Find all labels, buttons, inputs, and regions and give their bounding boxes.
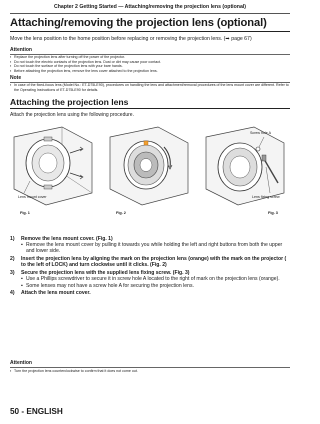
fig2-illustration <box>106 123 194 209</box>
step-sub-item: ▪ Some lenses may not have a screw hole A for securing the projection lens. <box>21 283 290 289</box>
attention-list <box>10 55 290 73</box>
attention-item: ▪ Before attaching the projection lens, remove the lens cover attached to the projection lens. <box>10 69 290 74</box>
step-4 <box>10 290 290 296</box>
screw-hole-callout: Screw hole A <box>250 131 271 135</box>
section-title: Attaching the projection lens <box>10 97 129 107</box>
lens-fixing-screw-callout: Lens fixing screw <box>252 195 280 199</box>
note-item: ▪ In case of the fixed-focus lens (Model No.: ET-D75LE90), procedures on handling the lens and attachment/removal procedures of the lens mount cover are different. Refer to the Operating Instructions of ET-D75LE90 for details. <box>10 83 290 92</box>
procedure-steps <box>10 236 290 298</box>
intro-text: Move the lens position to the home position before replacing or removing the projection lens. (➡ page 67) <box>10 36 252 42</box>
step-3 <box>10 270 290 289</box>
attention-heading: Attention <box>10 47 290 55</box>
chapter-header: Chapter 2 Getting Started — Attaching/removing the projection lens (optional) <box>10 4 290 14</box>
fig3-label: Fig. 3 <box>268 211 278 215</box>
section-rule <box>10 108 290 109</box>
step-number: 1) <box>10 236 15 242</box>
section-intro: Attach the projection lens using the following procedure. <box>10 112 134 118</box>
step-text: Secure the projection lens with the supplied lens fixing screw. (Fig. 3) <box>21 270 190 277</box>
figures <box>10 123 290 223</box>
step-number: 3) <box>10 270 15 277</box>
attention-heading-2: Attention <box>10 360 290 368</box>
step-sub-item: ▪ Use a Phillips screwdriver to secure it in screw hole A located to the right of mark on the projection lens (orange). <box>21 276 290 282</box>
attention-item: ▪ Do not touch the surface of the projection lens with your bare hands. <box>10 64 290 69</box>
step-text: Remove the lens mount cover. (Fig. 1) <box>21 236 113 242</box>
fig1-label: Fig. 1 <box>20 211 30 215</box>
attention-item: ▪ Turn the projection lens counterclockwise to confirm that it does not come out. <box>10 369 290 374</box>
step-number: 4) <box>10 290 15 297</box>
step-1 <box>10 236 290 255</box>
title-rule <box>10 31 290 32</box>
step-text: Attach the lens mount cover. <box>21 290 91 297</box>
fig2-label: Fig. 2 <box>116 211 126 215</box>
attention-item: ▪ Do not touch the electric contacts of the projection lens. Dust or dirt may cause poor contact. <box>10 60 290 65</box>
lens-mount-cover-callout: Lens mount cover <box>18 195 47 199</box>
figure-1 <box>10 123 98 209</box>
step-sub-item: ▪ Remove the lens mount cover by pulling it towards you while holding the left and right buttons from both the upper and lower side. <box>21 242 290 254</box>
attention-item: ▪ Replace the projection lens after turning off the power of the projector. <box>10 55 290 60</box>
step-2 <box>10 256 290 268</box>
step-text: Insert the projection lens by aligning the mark on the projection lens (orange) with the mark on the projector ( to the left of LOCK) and turn clockwise until it clicks. (Fig. 2) <box>21 256 287 269</box>
note-list <box>10 83 290 92</box>
page-number: 50 - ENGLISH <box>10 407 63 416</box>
page-title: Attaching/removing the projection lens (optional) <box>10 17 267 29</box>
step-number: 2) <box>10 256 15 263</box>
note-heading: Note <box>10 75 290 83</box>
figure-2 <box>106 123 194 209</box>
figure-3 <box>202 123 290 209</box>
attention-list-2 <box>10 369 290 374</box>
